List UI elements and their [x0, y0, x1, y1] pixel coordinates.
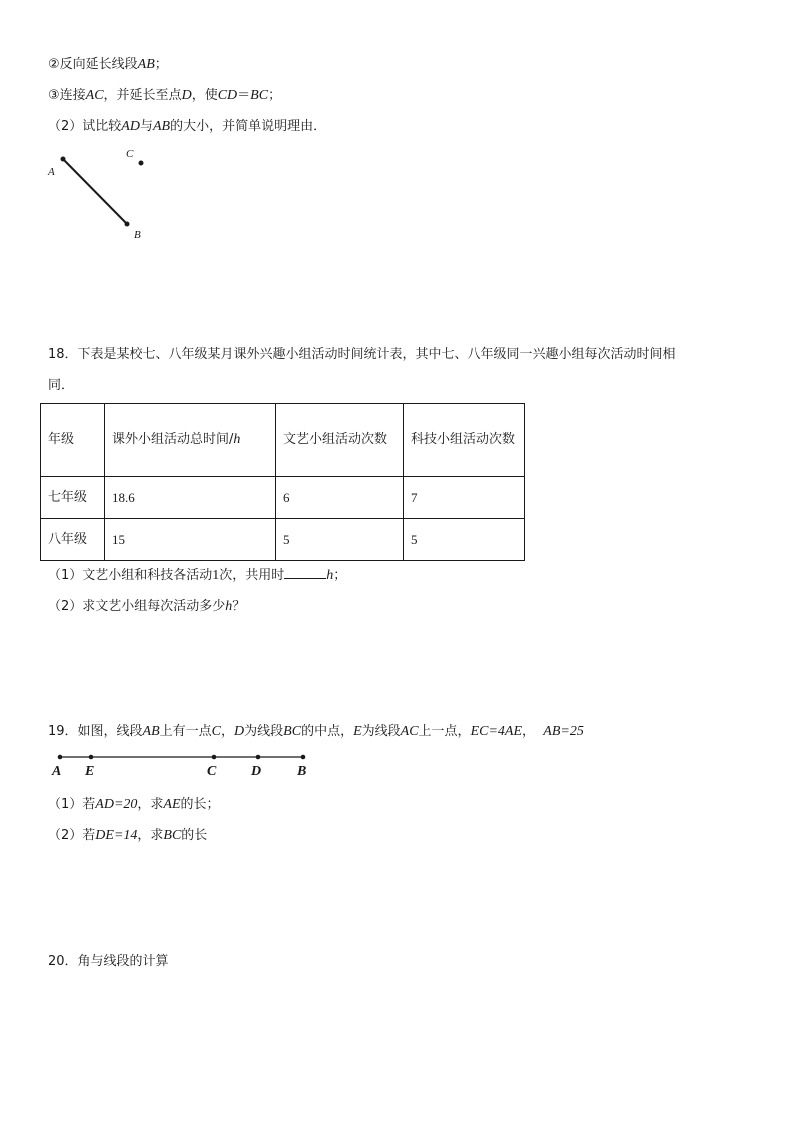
header-total-time-unit: h — [233, 432, 241, 447]
answer-blank[interactable] — [284, 565, 326, 579]
q19-stem-bc: BC — [283, 724, 302, 739]
q19-part2-t1: （2）若 — [48, 828, 96, 843]
q18-part1-num: 1 — [212, 568, 220, 583]
q20-title: 20．角与线段的计算 — [48, 954, 169, 969]
q19-part2-bc: BC — [163, 828, 182, 843]
point-a — [61, 157, 66, 162]
q19-stem-t4: 为线段 — [244, 724, 284, 739]
q17-step3-end: ； — [268, 88, 282, 103]
q19-point-b — [301, 755, 306, 760]
q19-stem-ec: EC=4AE — [470, 724, 523, 739]
table-cell: 5 — [404, 519, 525, 561]
q19-part2-de: DE=14 — [95, 828, 138, 843]
q18-stem-line2: 同． — [48, 378, 75, 393]
q17-part2-text2: 与 — [139, 119, 153, 134]
q17-step3-eq: ＝ — [237, 88, 251, 103]
table-header-row — [41, 404, 525, 477]
q19-stem — [48, 722, 584, 742]
q17-part2-text1: （2）试比较 — [48, 119, 122, 134]
q19-point-a — [58, 755, 63, 760]
table-cell: 18.6 — [105, 477, 276, 519]
q17-part2-ad: AD — [121, 119, 140, 134]
table-cell: 七年级 — [41, 477, 105, 519]
q19-label-b: B — [297, 764, 307, 779]
table-cell: 7 — [404, 477, 525, 519]
q18-part1-end: ； — [333, 568, 347, 583]
q17-step2-segment: AB — [137, 57, 155, 72]
q19-point-d — [256, 755, 261, 760]
q19-stem-ac: AC — [400, 724, 419, 739]
header-grade: 年级 — [41, 404, 105, 477]
q17-step2-end: ； — [154, 57, 168, 72]
q19-stem-t6: 为线段 — [361, 724, 401, 739]
q19-stem-c: C — [211, 724, 222, 739]
q19-part1-ae: AE — [163, 797, 181, 812]
q19-stem-t7: 上一点， — [418, 724, 471, 739]
q18-part2-end: ？ — [232, 599, 246, 614]
table-cell: 6 — [276, 477, 404, 519]
header-arts-count: 文艺小组活动次数 — [276, 404, 404, 477]
q18-part1-text2: 次，共用时 — [219, 568, 285, 583]
table-cell: 15 — [105, 519, 276, 561]
q18-part2-unit: h — [225, 599, 233, 614]
table-row — [41, 477, 525, 519]
q18-part1-text1: （1）文艺小组和科技各活动 — [48, 568, 213, 583]
q17-step3-text1: ③连接 — [48, 88, 86, 103]
q17-step3-bc: BC — [250, 88, 269, 103]
q19-part2-t2: ，求 — [137, 828, 164, 843]
point-b — [125, 222, 130, 227]
q19-stem-d: D — [234, 724, 245, 739]
header-total-time — [105, 404, 276, 477]
q18-part1 — [48, 565, 346, 586]
q19-part2 — [48, 826, 207, 846]
q17-step3-cd: CD — [217, 88, 238, 103]
q17-step3-d: D — [181, 88, 192, 103]
q19-part1 — [48, 795, 220, 815]
q19-part1-t3: 的长； — [180, 797, 220, 812]
q17-step3-ac: AC — [85, 88, 104, 103]
q17-step3-text2: ，并延长至点 — [103, 88, 182, 103]
q19-stem-t5: 的中点， — [301, 724, 354, 739]
q18-stem-line1: 18．下表是某校七、八年级某月课外兴趣小组活动时间统计表，其中七、八年级同一兴趣小组每次活动时间相 — [48, 347, 676, 362]
q19-stem-t2: 上有一点 — [159, 724, 212, 739]
q19-point-c — [212, 755, 217, 760]
q19-label-c: C — [207, 764, 217, 779]
q19-label-d: D — [251, 764, 262, 779]
q19-stem-t8: ， — [522, 724, 536, 739]
header-tech-count — [404, 404, 525, 477]
q19-stem-t1: 19．如图，线段 — [48, 724, 143, 739]
label-a: A — [48, 166, 55, 178]
segment-ab — [63, 159, 127, 224]
table-row — [41, 519, 525, 561]
q19-part1-ad: AD=20 — [95, 797, 138, 812]
q18-part2 — [48, 597, 245, 617]
q19-stem-ablen: AB=25 — [543, 724, 584, 739]
table-cell: 八年级 — [41, 519, 105, 561]
q19-point-e — [89, 755, 94, 760]
q19-part1-t2: ，求 — [137, 797, 164, 812]
q17-step2-text: ②反向延长线段 — [48, 57, 138, 72]
q19-stem-ab: AB — [142, 724, 160, 739]
activity-time-table — [40, 403, 525, 561]
header-total-time-text: 课外小组活动总时间/ — [112, 432, 234, 447]
q17-step3-text3: ，使 — [191, 88, 218, 103]
q19-stem-t3: ， — [221, 724, 235, 739]
q17-part2-ab: AB — [152, 119, 171, 134]
label-b: B — [134, 229, 141, 241]
q19-part1-t1: （1）若 — [48, 797, 96, 812]
point-c — [139, 161, 144, 166]
label-c: C — [126, 148, 134, 160]
table-cell: 5 — [276, 519, 404, 561]
q19-label-a: A — [52, 764, 62, 779]
q19-stem-e: E — [353, 724, 362, 739]
header-tech-count-text: 科技小组活动次数 — [411, 432, 516, 447]
q17-part2-text3: 的大小，并简单说明理由． — [170, 119, 327, 134]
q18-part1-unit: h — [326, 568, 334, 583]
q19-part2-t3: 的长 — [181, 828, 208, 843]
q19-label-e: E — [85, 764, 95, 779]
q18-part2-text: （2）求文艺小组每次活动多少 — [48, 599, 226, 614]
